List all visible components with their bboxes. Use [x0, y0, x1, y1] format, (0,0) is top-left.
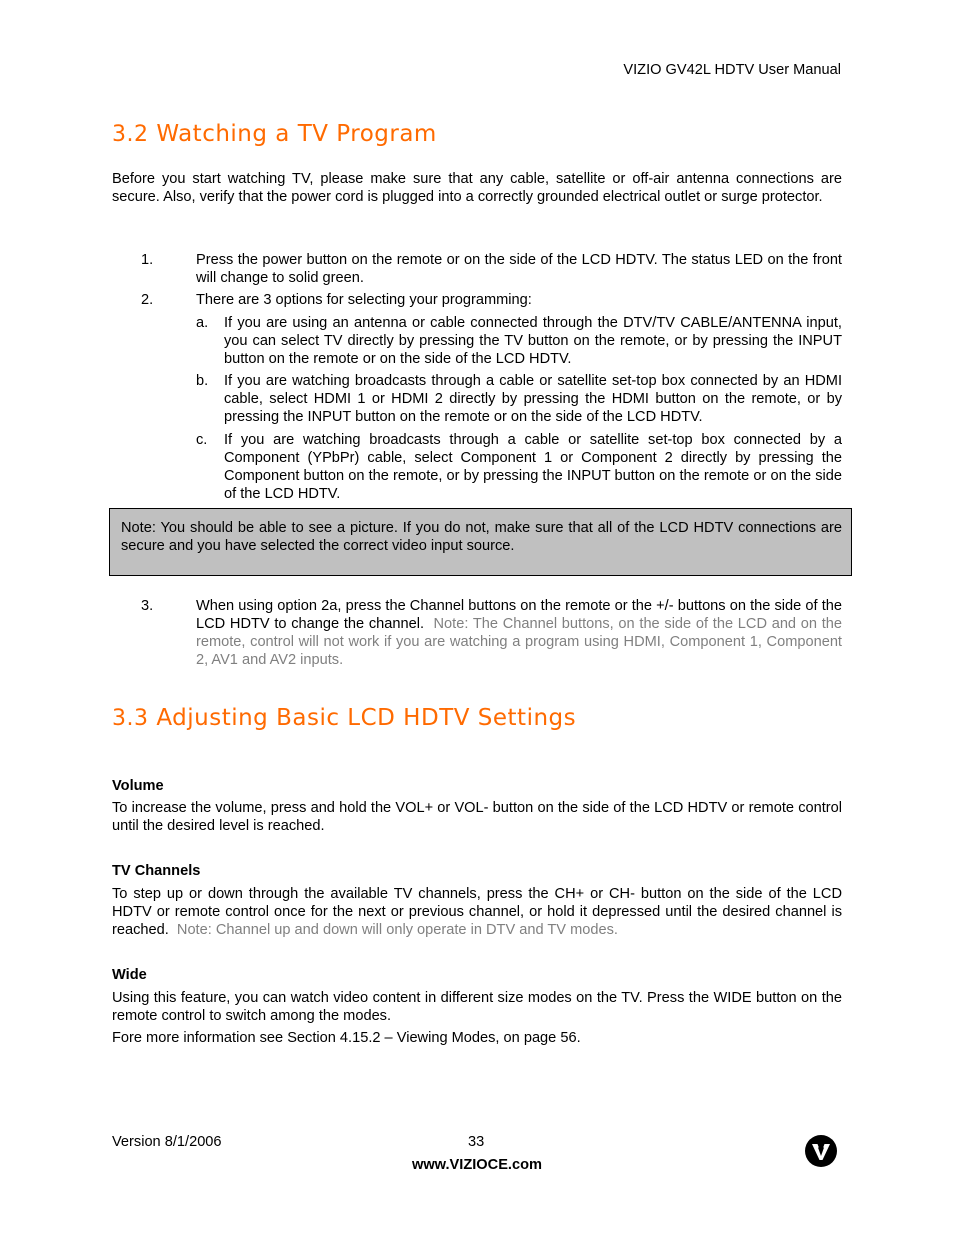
section-3-3-heading: [112, 705, 577, 731]
website-url: www.VIZIOCE.com: [411, 1157, 542, 1173]
tv-channels-paragraph: [112, 885, 842, 939]
list-item: [112, 291, 842, 309]
note-text: Note: You should be able to see a picture. If you do not, make sure that all of the LCD HDTV connections are secure and you have selected the correct video input source.: [121, 520, 842, 554]
sub-list-item: [196, 372, 842, 426]
section-title: Adjusting Basic LCD HDTV Settings: [156, 705, 577, 731]
sub-list-text: If you are watching broadcasts through a cable or satellite set-top box connected by an HDMI cable, select HDMI 1 or HDMI 2 directly by pressing the HDMI button on the remote, or by pressing the INPUT button on the remote or on the side of the LCD HDTV.: [224, 373, 842, 425]
list-text: [196, 597, 842, 669]
wide-reference: Fore more information see Section 4.15.2 – Viewing Modes, on page 56.: [112, 1030, 581, 1046]
section-number: 3.2: [112, 122, 149, 147]
sub-list-item: [196, 431, 842, 503]
list-number: 3.: [141, 598, 154, 614]
manual-title: VIZIO GV42L HDTV User Manual: [623, 62, 841, 78]
list-text: There are 3 options for selecting your programming:: [196, 292, 532, 308]
sub-list-text: If you are using an antenna or cable connected through the DTV/TV CABLE/ANTENNA input, you can select TV directly by pressing the TV button on the remote, or by pressing the INPUT button on the remote or on the side of the LCD HDTV.: [224, 315, 842, 367]
section-3-2-heading: [112, 121, 437, 147]
list-text: Press the power button on the remote or on the side of the LCD HDTV. The status LED on the front will change to solid green.: [196, 252, 842, 286]
step3-text: When using option 2a, press the Channel buttons on the remote or the +/- buttons on the side of the LCD HDTV to change the channel.: [196, 598, 842, 632]
intro-paragraph: Before you start watching TV, please make sure that any cable, satellite or off-air antenna connections are secure. Also, verify that the power cord is plugged into a correctly grounded electrical outlet or surge protector.: [112, 171, 842, 205]
list-number: 1.: [141, 252, 154, 268]
note-box: [109, 508, 852, 576]
volume-heading: Volume: [112, 778, 164, 794]
tv-channels-note: Note: Channel up and down will only operate in DTV and TV modes.: [176, 922, 618, 938]
volume-paragraph: To increase the volume, press and hold the VOL+ or VOL- button on the side of the LCD HDTV or remote control until the desired level is reached.: [112, 800, 842, 834]
wide-heading: Wide: [112, 967, 147, 983]
list-item: [112, 251, 842, 287]
sub-list-text: If you are watching broadcasts through a cable or satellite set-top box connected by a Component (YPbPr) cable, select Component 1 or Component 2 directly by pressing the Component button on the remote, or by pressing the INPUT button on the remote or on the side of the LCD HDTV.: [224, 432, 842, 502]
version-label: Version 8/1/2006: [112, 1134, 222, 1150]
sub-list-label: b.: [196, 373, 209, 389]
tv-channels-text: To step up or down through the available TV channels, press the CH+ or CH- button on the side of the LCD HDTV or remote control once for the next or previous channel, or hold it depressed until the desired channel is reached.: [112, 886, 842, 938]
wide-paragraph: Using this feature, you can watch video content in different size modes on the TV. Press the WIDE button on the remote control to switch among the modes.: [112, 990, 842, 1024]
page-number: 33: [468, 1134, 485, 1150]
vizio-v-logo-icon: [805, 1135, 837, 1167]
section-number: 3.3: [112, 706, 149, 731]
sub-list-item: [196, 314, 842, 368]
sub-list-label: a.: [196, 315, 209, 331]
list-number: 2.: [141, 292, 154, 308]
section-title: Watching a TV Program: [156, 121, 437, 147]
step3-note: Note: The Channel buttons, on the side of the LCD and on the remote, control will not work if you are watching a program using HDMI, Component 1, Component 2, AV1 and AV2 inputs.: [196, 616, 843, 668]
list-item: [112, 597, 842, 669]
sub-list-label: c.: [196, 432, 208, 448]
tv-channels-heading: TV Channels: [112, 863, 201, 879]
